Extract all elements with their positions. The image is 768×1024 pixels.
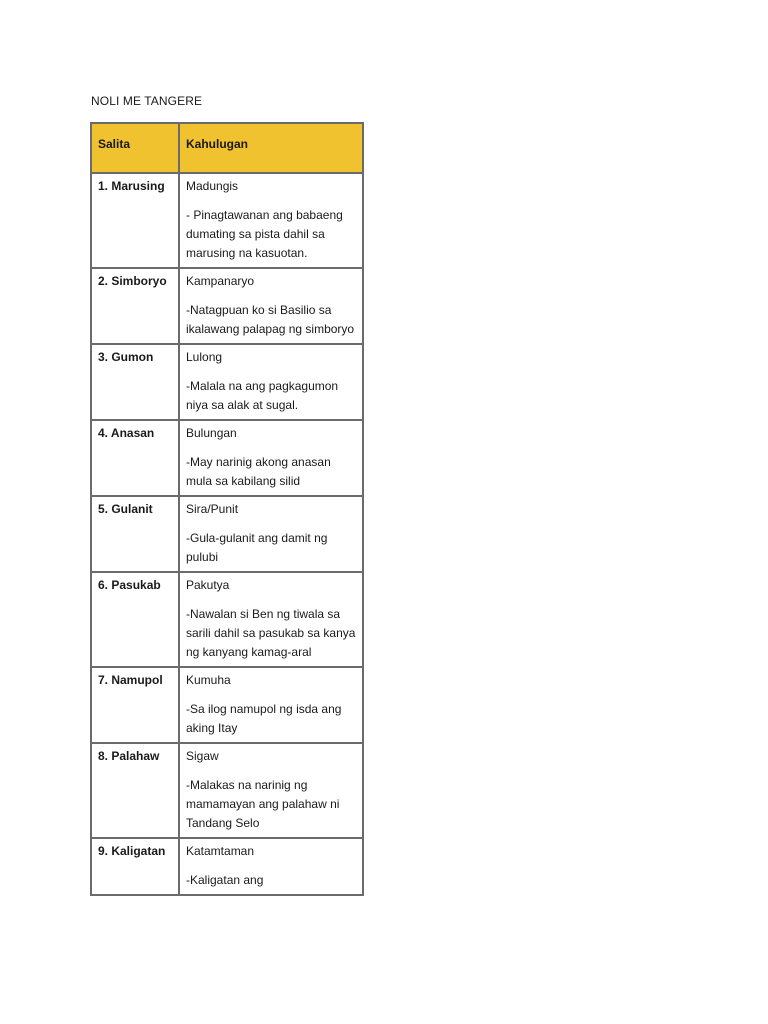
- definition-cell: [179, 420, 363, 496]
- word-cell: 7. Namupol: [91, 667, 179, 743]
- table-row: [91, 572, 363, 667]
- table-header-row: [91, 123, 363, 173]
- document-title: NOLI ME TANGERE: [91, 94, 203, 108]
- word-cell: 4. Anasan: [91, 420, 179, 496]
- definition-cell: [179, 572, 363, 667]
- word-cell: 2. Simboryo: [91, 268, 179, 344]
- table-row: [91, 344, 363, 420]
- example-sentence: -Natagpuan ko si Basilio sa ikalawang palapag ng simboryo: [186, 303, 355, 336]
- meaning-text: Pakutya: [186, 578, 230, 592]
- definition-cell: [179, 268, 363, 344]
- example-sentence: -May narinig akong anasan mula sa kabilang silid: [186, 455, 331, 488]
- word-cell: 3. Gumon: [91, 344, 179, 420]
- table-row: [91, 496, 363, 572]
- column-header-salita: Salita: [91, 123, 179, 173]
- word-cell: 6. Pasukab: [91, 572, 179, 667]
- definition-cell: [179, 496, 363, 572]
- definition-cell: [179, 743, 363, 838]
- table-row: [91, 268, 363, 344]
- table-row: [91, 743, 363, 838]
- example-sentence: -Gula-gulanit ang damit ng pulubi: [186, 531, 328, 564]
- table-row: [91, 838, 363, 895]
- meaning-text: Kumuha: [186, 673, 231, 687]
- table-row: [91, 667, 363, 743]
- meaning-text: Sigaw: [186, 749, 219, 763]
- vocabulary-table: [90, 122, 364, 896]
- definition-cell: [179, 173, 363, 268]
- example-sentence: -Malala na ang pagkagumon niya sa alak at sugal.: [186, 379, 339, 412]
- definition-cell: [179, 344, 363, 420]
- table-row: [91, 173, 363, 268]
- example-sentence: -Malakas na narinig ng mamamayan ang palahaw ni Tandang Selo: [186, 778, 340, 830]
- table-row: [91, 420, 363, 496]
- example-sentence: -Sa ilog namupol ng isda ang aking Itay: [186, 702, 342, 735]
- meaning-text: Kampanaryo: [186, 274, 255, 288]
- word-cell: 1. Marusing: [91, 173, 179, 268]
- meaning-text: Madungis: [186, 179, 239, 193]
- definition-cell: [179, 838, 363, 895]
- example-sentence: - Pinagtawanan ang babaeng dumating sa pista dahil sa marusing na kasuotan.: [186, 208, 343, 260]
- word-cell: 9. Kaligatan: [91, 838, 179, 895]
- meaning-text: Katamtaman: [186, 844, 255, 858]
- example-sentence: -Nawalan si Ben ng tiwala sa sarili dahil sa pasukab sa kanya ng kanyang kamag-aral: [186, 607, 356, 659]
- example-sentence: -Kaligatan ang: [186, 873, 264, 887]
- meaning-text: Sira/Punit: [186, 502, 239, 516]
- meaning-text: Lulong: [186, 350, 223, 364]
- column-header-kahulugan: Kahulugan: [179, 123, 363, 173]
- definition-cell: [179, 667, 363, 743]
- word-cell: 8. Palahaw: [91, 743, 179, 838]
- word-cell: 5. Gulanit: [91, 496, 179, 572]
- meaning-text: Bulungan: [186, 426, 237, 440]
